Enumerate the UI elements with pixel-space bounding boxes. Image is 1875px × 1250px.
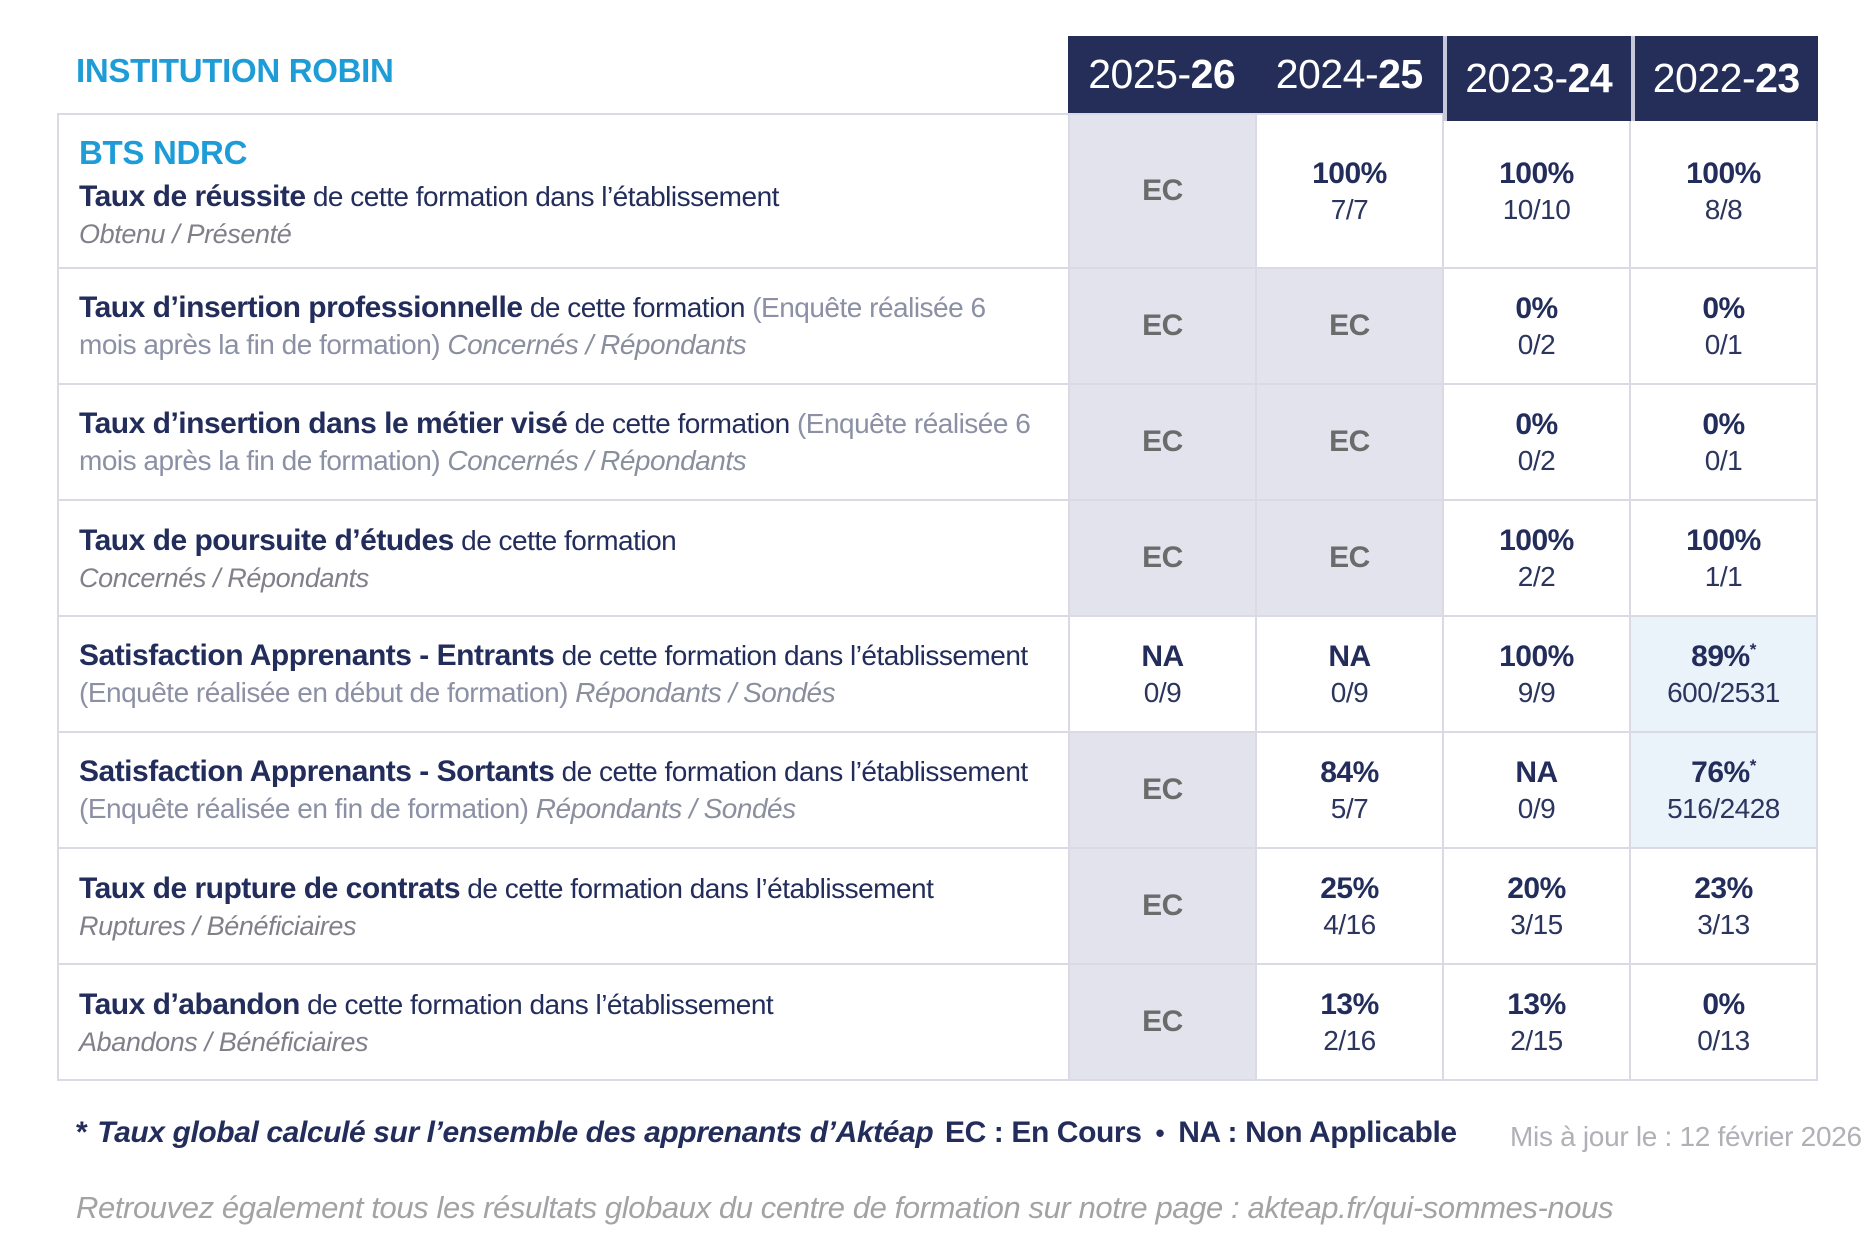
asterisk-footnote: * Taux global calculé sur l’ensemble des apprenants d’Aktéap <box>76 1116 934 1149</box>
asterisk-symbol: * <box>76 1116 88 1149</box>
metric-title: Taux de rupture de contrats de cette formation dans l’établissement <box>79 871 934 905</box>
row-satisfaction-entrants <box>59 615 1816 731</box>
value-cell: EC <box>1068 733 1255 847</box>
legend-na: NA : Non Applicable <box>1178 1116 1457 1149</box>
year-header-2024-25: 2024- 25 <box>1256 36 1444 113</box>
value-cell: EC <box>1255 269 1442 383</box>
row-taux-de-reussite <box>59 115 1816 267</box>
value-cell: 0% 0/1 <box>1629 269 1816 383</box>
value-cell-starred: 76%* 516/2428 <box>1629 733 1816 847</box>
value-cell: 0% 0/13 <box>1629 965 1816 1079</box>
global-results-note: Retrouvez également tous les résultats globaux du centre de formation sur notre page : akteap.fr/qui-sommes-nous <box>76 1190 1614 1225</box>
value-cell-starred: 89%* 600/2531 <box>1629 617 1816 731</box>
year-header-2023-24: 2023- 24 <box>1443 36 1631 121</box>
metric-title: Satisfaction Apprenants - Sortants de cette formation dans l’établissement (Enquête réalisée en fin de formation) Répondants / Sondés <box>79 754 1028 825</box>
institution-title: INSTITUTION ROBIN <box>76 52 394 89</box>
value-cell: 0% 0/2 <box>1442 385 1629 499</box>
bullet-separator: • <box>1155 1118 1165 1148</box>
metric-title: Satisfaction Apprenants - Entrants de cette formation dans l’établissement (Enquête réalisée en début de formation) Répondants / Sondés <box>79 638 1028 709</box>
value-cell: 100% 7/7 <box>1255 115 1442 267</box>
metric-subtitle: Obtenu / Présenté <box>79 219 292 250</box>
value-cell: EC <box>1255 501 1442 615</box>
program-title: BTS NDRC <box>79 133 248 171</box>
value-cell: EC <box>1068 385 1255 499</box>
metric-subtitle: Abandons / Bénéficiaires <box>79 1027 369 1058</box>
asterisk-note-marker: * <box>1749 639 1756 659</box>
value-cell: 100% 9/9 <box>1442 617 1629 731</box>
value-cell: 23% 3/13 <box>1629 849 1816 963</box>
row-label <box>59 849 1068 963</box>
value-cell: 0% 0/1 <box>1629 385 1816 499</box>
row-insertion-professionnelle <box>59 267 1816 383</box>
value-cell: EC <box>1068 849 1255 963</box>
metric-title: Taux de réussite de cette formation dans l’établissement <box>79 179 779 213</box>
row-label <box>59 115 1068 267</box>
value-cell: 100% 2/2 <box>1442 501 1629 615</box>
row-label <box>59 385 1068 499</box>
value-cell: EC <box>1068 965 1255 1079</box>
header-spacer <box>57 36 1068 121</box>
row-abandon <box>59 963 1816 1079</box>
row-poursuite-etudes <box>59 499 1816 615</box>
row-label <box>59 269 1068 383</box>
year-header-2025-26: 2025- 26 <box>1068 36 1256 113</box>
legend-ec: EC : En Cours <box>945 1116 1142 1149</box>
asterisk-note-marker: * <box>1749 755 1756 775</box>
metric-subtitle: Concernés / Répondants <box>79 563 369 594</box>
value-cell: NA 0/9 <box>1255 617 1442 731</box>
value-cell: 84% 5/7 <box>1255 733 1442 847</box>
metric-title: Taux d’insertion dans le métier visé de cette formation (Enquête réalisée 6 mois après la fin de formation) Concernés / Répondants <box>79 406 1031 477</box>
value-cell: 13% 2/15 <box>1442 965 1629 1079</box>
value-cell: 13% 2/16 <box>1255 965 1442 1079</box>
results-table <box>57 36 1818 1081</box>
value-cell: 100% 10/10 <box>1442 115 1629 267</box>
value-cell: 0% 0/2 <box>1442 269 1629 383</box>
row-satisfaction-sortants <box>59 731 1816 847</box>
metric-title: Taux d’insertion professionnelle de cette formation (Enquête réalisée 6 mois après la fin de formation) Concernés / Répondants <box>79 290 986 361</box>
value-cell: 20% 3/15 <box>1442 849 1629 963</box>
value-cell: EC <box>1255 385 1442 499</box>
value-cell: 25% 4/16 <box>1255 849 1442 963</box>
row-label <box>59 733 1068 847</box>
value-cell: EC <box>1068 269 1255 383</box>
value-cell: 100% 8/8 <box>1629 115 1816 267</box>
table-body <box>57 113 1818 1081</box>
value-cell: NA 0/9 <box>1442 733 1629 847</box>
row-rupture-contrats <box>59 847 1816 963</box>
row-label <box>59 965 1068 1079</box>
row-insertion-metier-vise <box>59 383 1816 499</box>
metric-subtitle: Ruptures / Bénéficiaires <box>79 911 357 942</box>
year-header-2022-23: 2022- 23 <box>1631 36 1819 121</box>
metric-title: Taux d’abandon de cette formation dans l’établissement <box>79 987 774 1021</box>
row-label <box>59 617 1068 731</box>
value-cell: EC <box>1068 115 1255 267</box>
abbreviation-legend <box>945 1116 1457 1150</box>
value-cell: EC <box>1068 501 1255 615</box>
metric-title: Taux de poursuite d’études de cette formation <box>79 523 677 557</box>
row-label <box>59 501 1068 615</box>
year-header-row <box>57 36 1818 113</box>
value-cell: NA 0/9 <box>1068 617 1255 731</box>
last-updated-date: Mis à jour le : 12 février 2026 <box>1510 1121 1862 1152</box>
value-cell: 100% 1/1 <box>1629 501 1816 615</box>
